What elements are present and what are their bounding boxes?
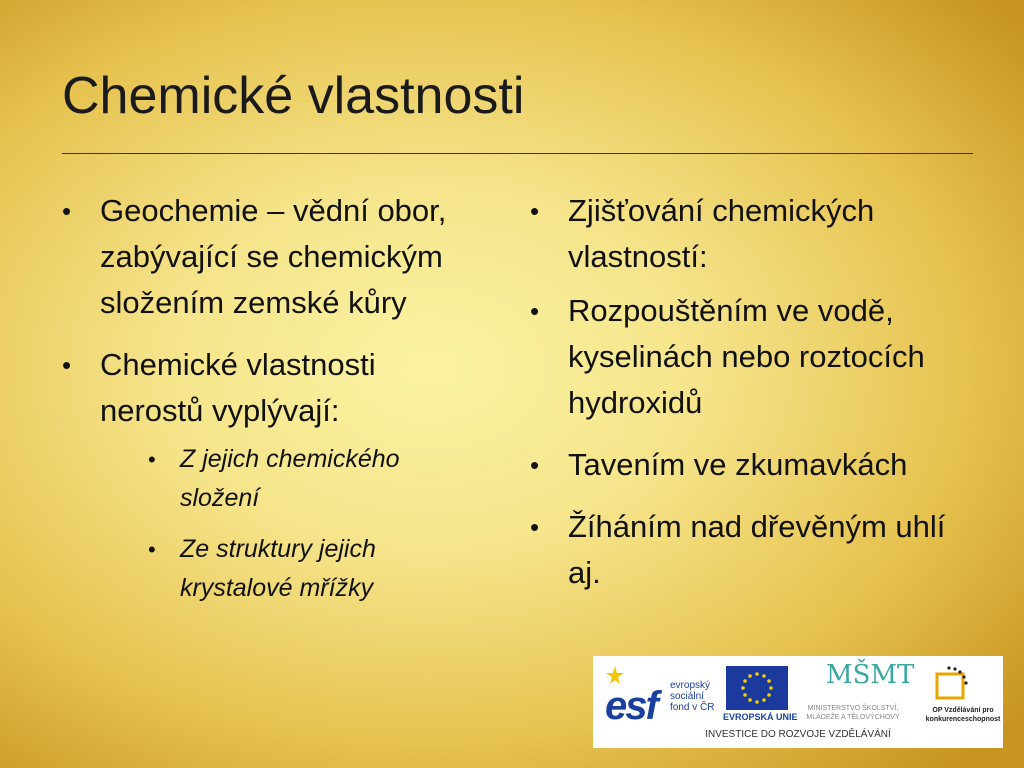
msmt-logo: MŠMT	[826, 660, 915, 690]
right-column	[530, 188, 970, 612]
slide-title: Chemické vlastnosti	[62, 67, 525, 125]
eu-label: EVROPSKÁ UNIE	[723, 712, 798, 722]
list-item-text: Chemické vlastnosti nerostů vyplývají:	[100, 347, 376, 428]
op-label: OP Vzdělávání pro konkurenceschopnost	[925, 707, 1001, 723]
list-item: • Geochemie – vědní obor, zabývající se chemickým složením zemské kůry	[62, 188, 462, 326]
left-column	[62, 188, 462, 624]
esf-logo: esf	[605, 684, 657, 728]
investment-footer: INVESTICE DO ROZVOJE VZDĚLÁVÁNÍ	[705, 729, 891, 740]
title-divider	[62, 153, 973, 154]
op-vzdelavani-icon	[931, 664, 975, 704]
right-bullet-list	[530, 188, 970, 596]
list-item	[62, 342, 462, 608]
eu-flag-icon	[726, 666, 788, 710]
left-bullet-list	[62, 188, 462, 608]
list-item: • Tavením ve zkumavkách	[530, 442, 970, 488]
esf-subtitle: evropský sociální fond v ČR	[670, 680, 715, 713]
msmt-label: MINISTERSTVO ŠKOLSTVÍ, MLÁDEŽE A TĚLOVÝCHOVY	[806, 705, 900, 721]
sub-list-item: • Z jejich chemického složení	[148, 440, 462, 518]
logo-strip	[593, 656, 1003, 748]
list-item: • Rozpouštěním ve vodě, kyselinách nebo roztocích hydroxidů	[530, 288, 970, 426]
list-item: • Zjišťování chemických vlastností:	[530, 188, 970, 280]
sub-bullet-list	[100, 440, 462, 608]
list-item: • Žíháním nad dřevěným uhlí aj.	[530, 504, 970, 596]
sub-list-item: • Ze struktury jejich krystalové mřížky	[148, 530, 462, 608]
